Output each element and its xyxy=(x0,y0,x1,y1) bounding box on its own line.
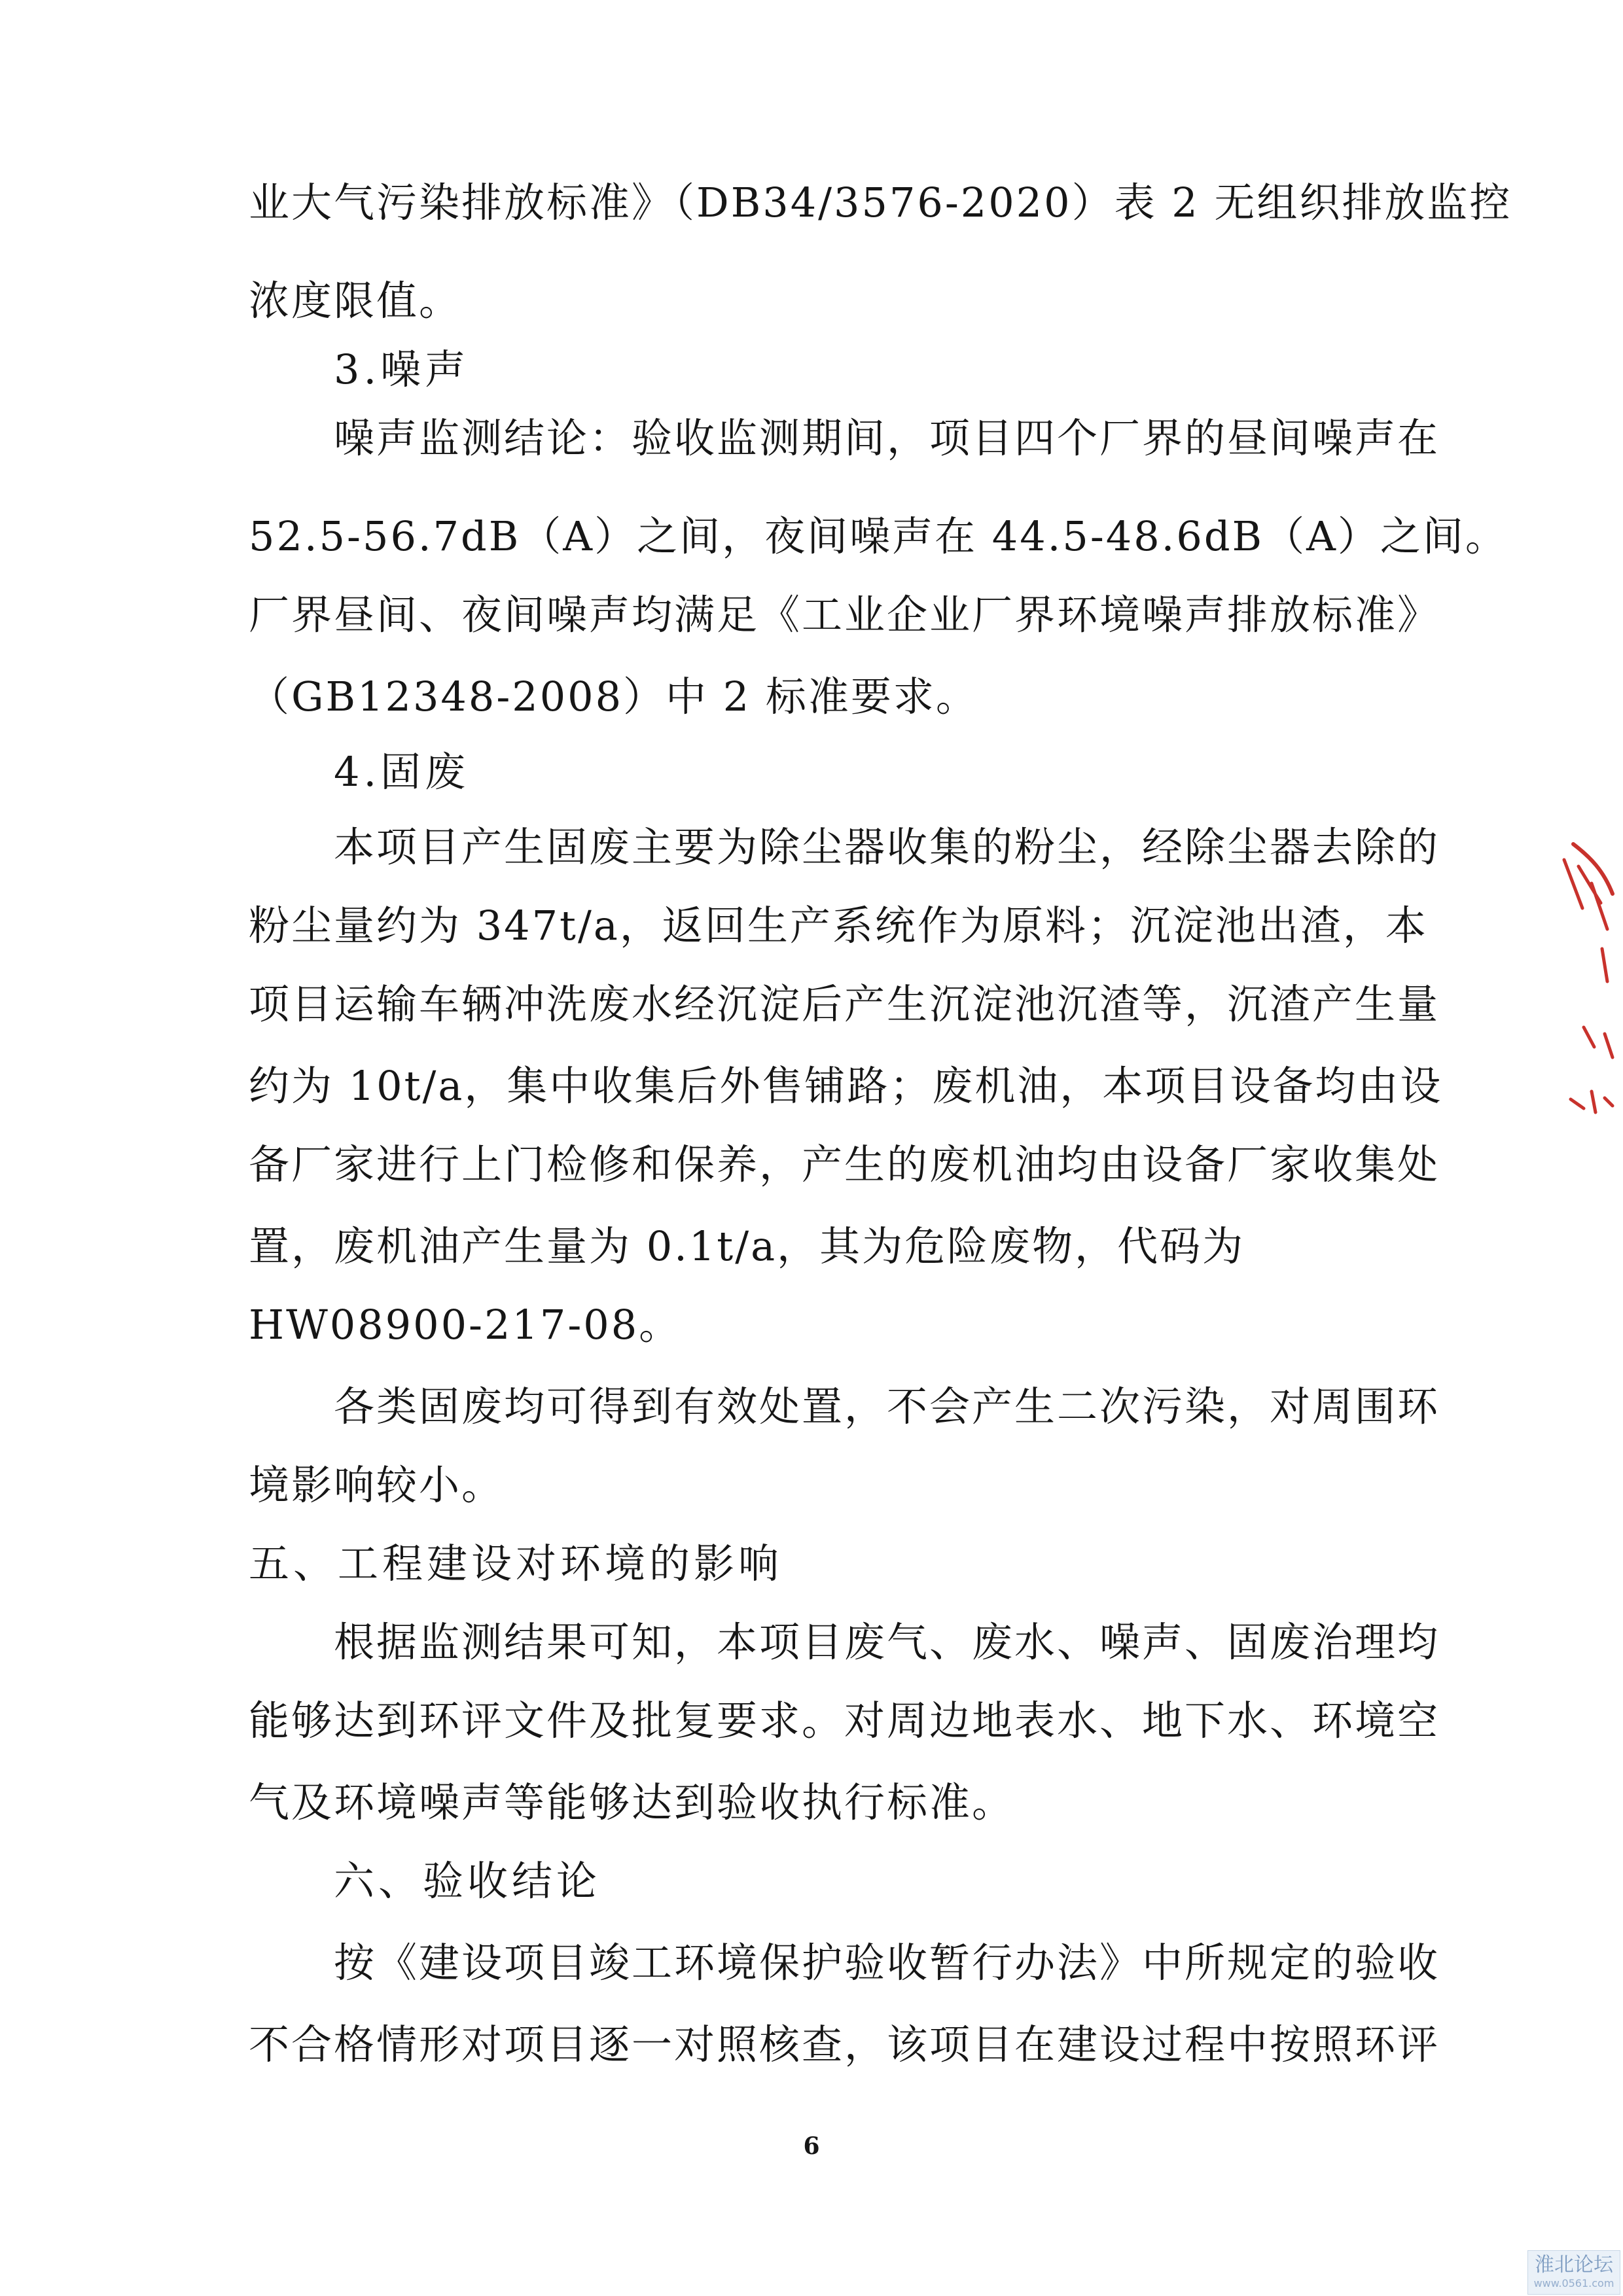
text-line-7: （GB12348-2008）中 2 标准要求。 xyxy=(249,673,978,720)
text-line-20: 能够达到环评文件及批复要求。对周边地表水、地下水、环境空 xyxy=(249,1697,1440,1744)
section-heading-five: 五、工程建设对环境的影响 xyxy=(249,1540,783,1587)
text-line-2: 浓度限值。 xyxy=(249,277,462,325)
text-line-24: 不合格情形对项目逐一对照核查，该项目在建设过程中按照环评 xyxy=(249,2021,1440,2068)
text-line-11: 项目运输车辆冲洗废水经沉淀后产生沉淀池沉渣等，沉渣产生量 xyxy=(249,980,1440,1028)
section-heading-solid-waste: 4.固废 xyxy=(334,748,470,796)
text-line-21: 气及环境噪声等能够达到验收执行标准。 xyxy=(249,1778,1015,1826)
section-heading-noise: 3.噪声 xyxy=(334,345,470,393)
section-heading-six: 六、验收结论 xyxy=(334,1857,601,1905)
text-line-1: 业大气污染排放标准》（DB34/3576-2020）表 2 无组织排放监控 xyxy=(249,179,1512,226)
text-line-4: 噪声监测结论：验收监测期间，项目四个厂界的昼间噪声在 xyxy=(334,414,1440,462)
watermark-url: www.0561.com xyxy=(1533,2277,1614,2289)
page-number: 6 xyxy=(803,2132,820,2160)
text-line-10: 粉尘量约为 347t/a，返回生产系统作为原料；沉淀池出渣，本 xyxy=(249,902,1428,949)
text-line-6: 厂界昼间、夜间噪声均满足《工业企业厂界环境噪声排放标准》 xyxy=(249,591,1440,639)
text-line-19: 根据监测结果可知，本项目废气、废水、噪声、固废治理均 xyxy=(334,1618,1440,1666)
text-line-17: 境影响较小。 xyxy=(249,1461,505,1509)
red-stamp-edge xyxy=(1544,831,1623,1145)
text-line-12: 约为 10t/a，集中收集后外售铺路；废机油，本项目设备均由设 xyxy=(249,1062,1443,1110)
text-line-16: 各类固废均可得到有效处置，不会产生二次污染，对周围环 xyxy=(334,1383,1440,1430)
text-line-13: 备厂家进行上门检修和保养，产生的废机油均由设备厂家收集处 xyxy=(249,1140,1440,1188)
watermark-title: 淮北论坛 xyxy=(1535,2253,1613,2276)
text-line-9: 本项目产生固废主要为除尘器收集的粉尘，经除尘器去除的 xyxy=(334,823,1440,871)
forum-watermark xyxy=(1527,2250,1620,2295)
text-line-23: 按《建设项目竣工环境保护验收暂行办法》中所规定的验收 xyxy=(334,1939,1440,1987)
text-line-5: 52.5-56.7dB（A）之间，夜间噪声在 44.5-48.6dB（A）之间。 xyxy=(249,512,1508,560)
text-line-14: 置，废机油产生量为 0.1t/a，其为危险废物，代码为 xyxy=(249,1222,1245,1270)
text-line-15: HW08900-217-08。 xyxy=(249,1301,682,1349)
